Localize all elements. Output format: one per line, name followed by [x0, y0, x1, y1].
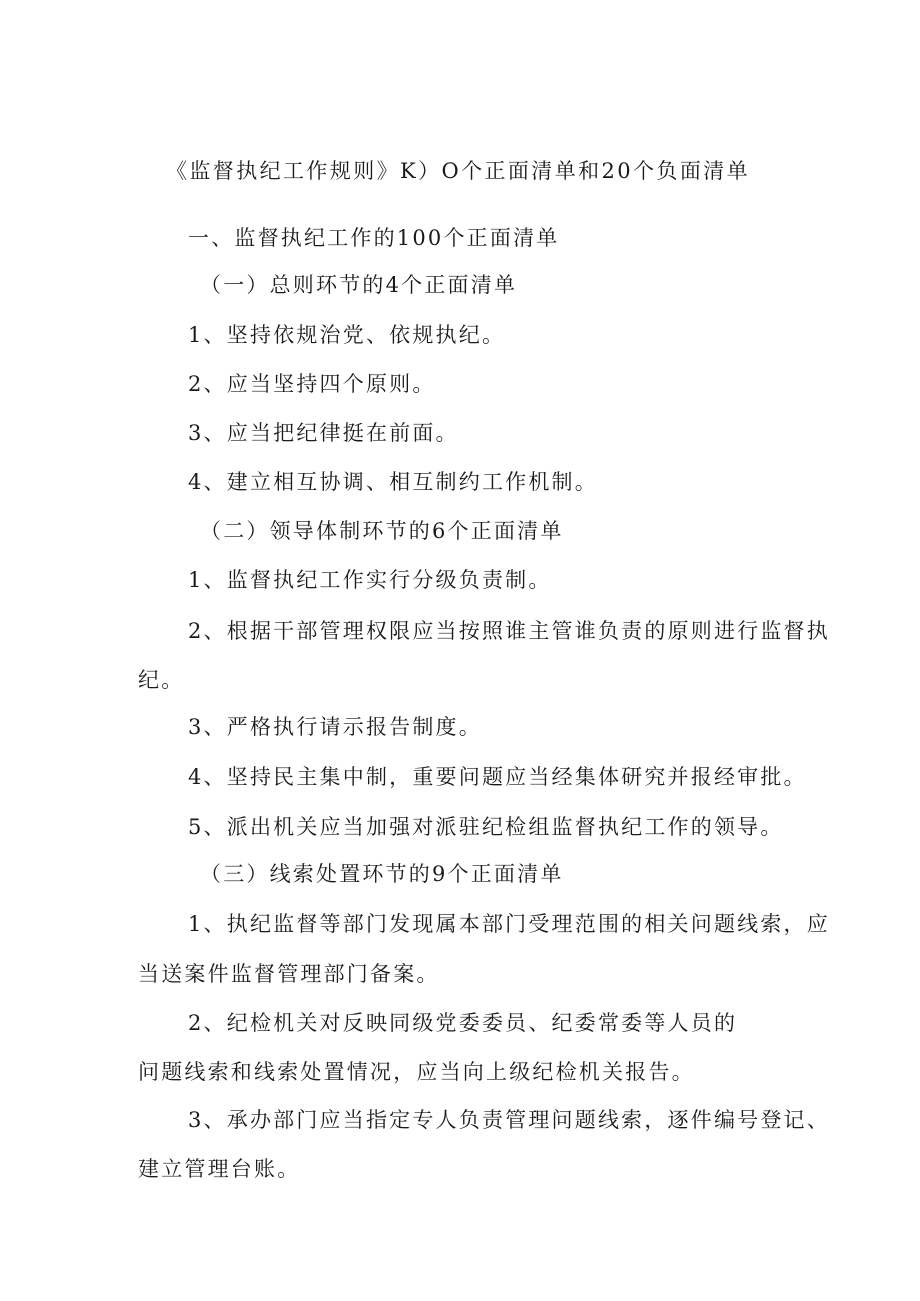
- list-item: 2、纪检机关对反映同级党委委员、纪委常委等人员的: [188, 1011, 738, 1035]
- list-item-continuation: 问题线索和线索处置情况，应当向上级纪检机关报告。: [138, 1060, 695, 1084]
- list-item: 2、应当坚持四个原则。: [188, 372, 436, 396]
- list-item-continuation: 当送案件监督管理部门备案。: [138, 962, 440, 986]
- subsection-heading-leadership: （二）领导体制环节的6个正面清单: [200, 519, 564, 543]
- list-item: 3、承办部门应当指定专人负责管理问题线索，逐件编号登记、: [188, 1108, 830, 1132]
- section-heading-positive-list: 一、监督执纪工作的100个正面清单: [188, 226, 560, 250]
- list-item: 4、建立相互协调、相互制约工作机制。: [188, 470, 598, 494]
- list-item: 5、派出机关应当加强对派驻纪检组监督执纪工作的领导。: [188, 815, 784, 839]
- list-item-continuation: 建立管理台账。: [138, 1157, 301, 1181]
- list-item: 1、执纪监督等部门发现属本部门受理范围的相关问题线索，应: [188, 912, 830, 936]
- list-item: 1、监督执纪工作实行分级负责制。: [188, 568, 552, 592]
- list-item-continuation: 纪。: [138, 668, 185, 692]
- list-item: 3、应当把纪律挺在前面。: [188, 421, 459, 445]
- subsection-heading-clue-handling: （三）线索处置环节的9个正面清单: [200, 862, 564, 886]
- list-item: 3、严格执行请示报告制度。: [188, 715, 482, 739]
- list-item: 4、坚持民主集中制，重要问题应当经集体研究并报经审批。: [188, 765, 807, 789]
- list-item: 2、根据干部管理权限应当按照谁主管谁负责的原则进行监督执: [188, 619, 830, 643]
- subsection-heading-general: （一）总则环节的4个正面清单: [200, 273, 518, 297]
- list-item: 1、坚持依规治党、依规执纪。: [188, 323, 506, 347]
- document-title: 《监督执纪工作规则》K）O个正面清单和20个负面清单: [166, 159, 751, 183]
